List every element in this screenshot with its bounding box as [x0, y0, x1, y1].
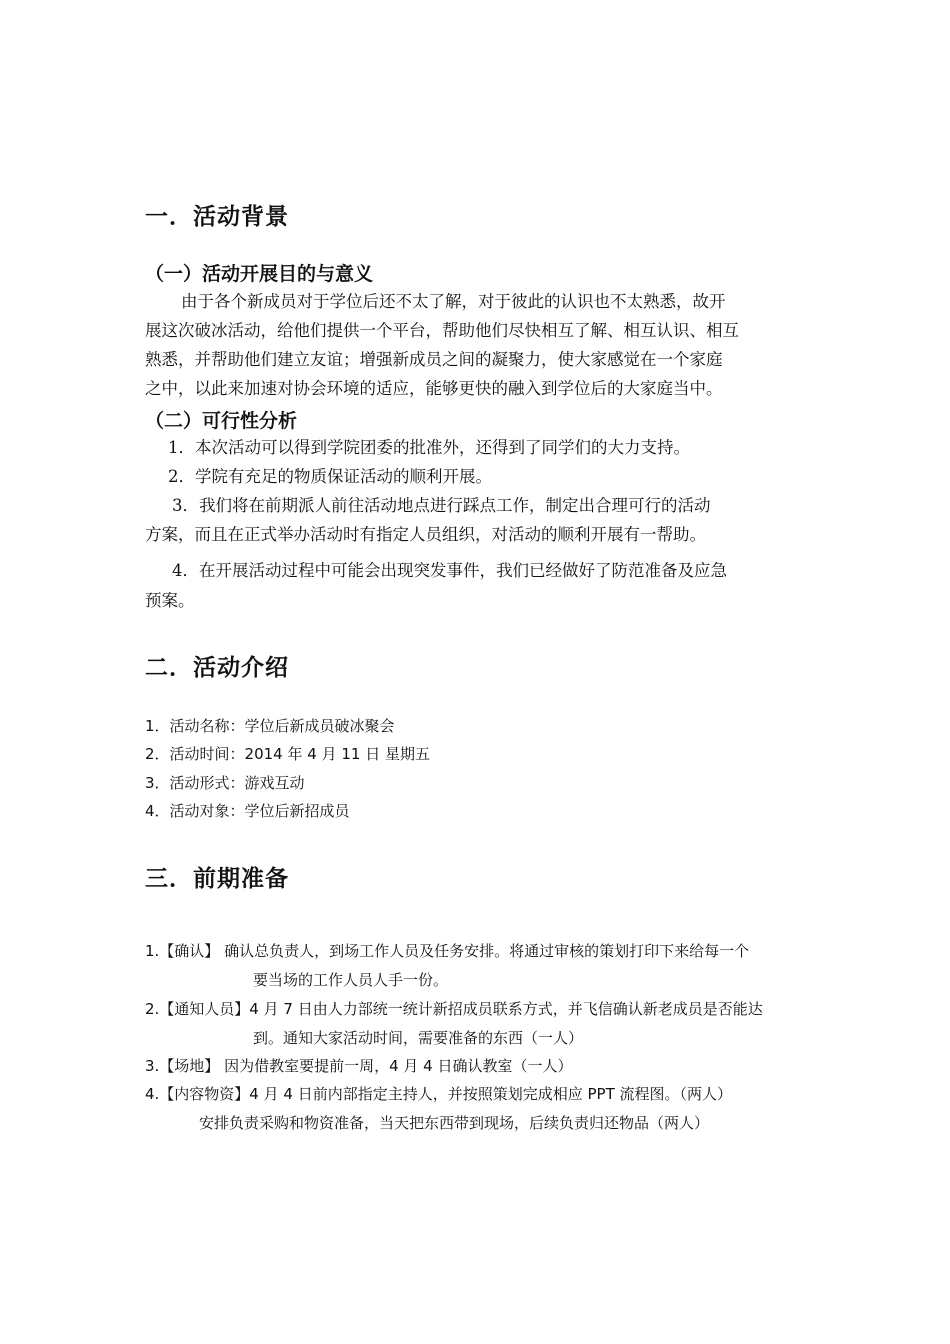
section-1-heading: 一．活动背景 — [145, 204, 289, 230]
paragraph-line: 展这次破冰活动，给他们提供一个平台，帮助他们尽快相互了解、相互认识、相互 — [145, 321, 739, 340]
section-2-heading: 二．活动介绍 — [145, 655, 289, 681]
paragraph-line: 由于各个新成员对于学位后还不太了解，对于彼此的认识也不太熟悉，故开 — [181, 292, 726, 311]
list-item-continuation: 预案。 — [145, 591, 195, 610]
prep-item-continuation: 安排负责采购和物资准备，当天把东西带到现场，后续负责归还物品（两人） — [199, 1114, 710, 1132]
list-item: 2．学院有充足的物质保证活动的顺利开展。 — [168, 467, 492, 486]
list-item: 4．在开展活动过程中可能会出现突发事件，我们已经做好了防范准备及应急 — [172, 561, 727, 580]
section-3-heading: 三．前期准备 — [145, 866, 289, 892]
prep-item-continuation: 要当场的工作人员人手一份。 — [253, 971, 449, 989]
prep-item: 2.【通知人员】4 月 7 日由人力部统一统计新招成员联系方式，并飞信确认新老成员是否能达 — [145, 1000, 763, 1018]
list-item-continuation: 方案，而且在正式举办活动时有指定人员组织，对活动的顺利开展有一帮助。 — [145, 525, 706, 544]
paragraph-line: 熟悉，并帮助他们建立友谊；增强新成员之间的凝聚力，使大家感觉在一个家庭 — [145, 350, 723, 369]
paragraph-line: 之中，以此来加速对协会环境的适应，能够更快的融入到学位后的大家庭当中。 — [145, 379, 723, 398]
prep-item: 4.【内容物资】4 月 4 日前内部指定主持人，并按照策划完成相应 PPT 流程图。（两人） — [145, 1085, 732, 1103]
list-item: 1．本次活动可以得到学院团委的批准外，还得到了同学们的大力支持。 — [168, 438, 690, 457]
intro-item: 3．活动形式：游戏互动 — [145, 774, 305, 792]
intro-item: 4．活动对象：学位后新招成员 — [145, 802, 350, 820]
list-item: 3．我们将在前期派人前往活动地点进行踩点工作，制定出合理可行的活动 — [172, 496, 711, 515]
prep-item: 3.【场地】 因为借教室要提前一周，4 月 4 日确认教室（一人） — [145, 1057, 573, 1075]
prep-item-continuation: 到。通知大家活动时间，需要准备的东西（一人） — [253, 1029, 584, 1047]
prep-item: 1.【确认】 确认总负责人，到场工作人员及任务安排。将通过审核的策划打印下来给每一个 — [145, 942, 750, 960]
section-1-sub-1-heading: （一）活动开展目的与意义 — [145, 263, 374, 285]
intro-item: 2．活动时间：2014 年 4 月 11 日 星期五 — [145, 745, 430, 763]
intro-item: 1．活动名称：学位后新成员破冰聚会 — [145, 717, 395, 735]
section-1-sub-2-heading: （二）可行性分析 — [145, 410, 298, 432]
